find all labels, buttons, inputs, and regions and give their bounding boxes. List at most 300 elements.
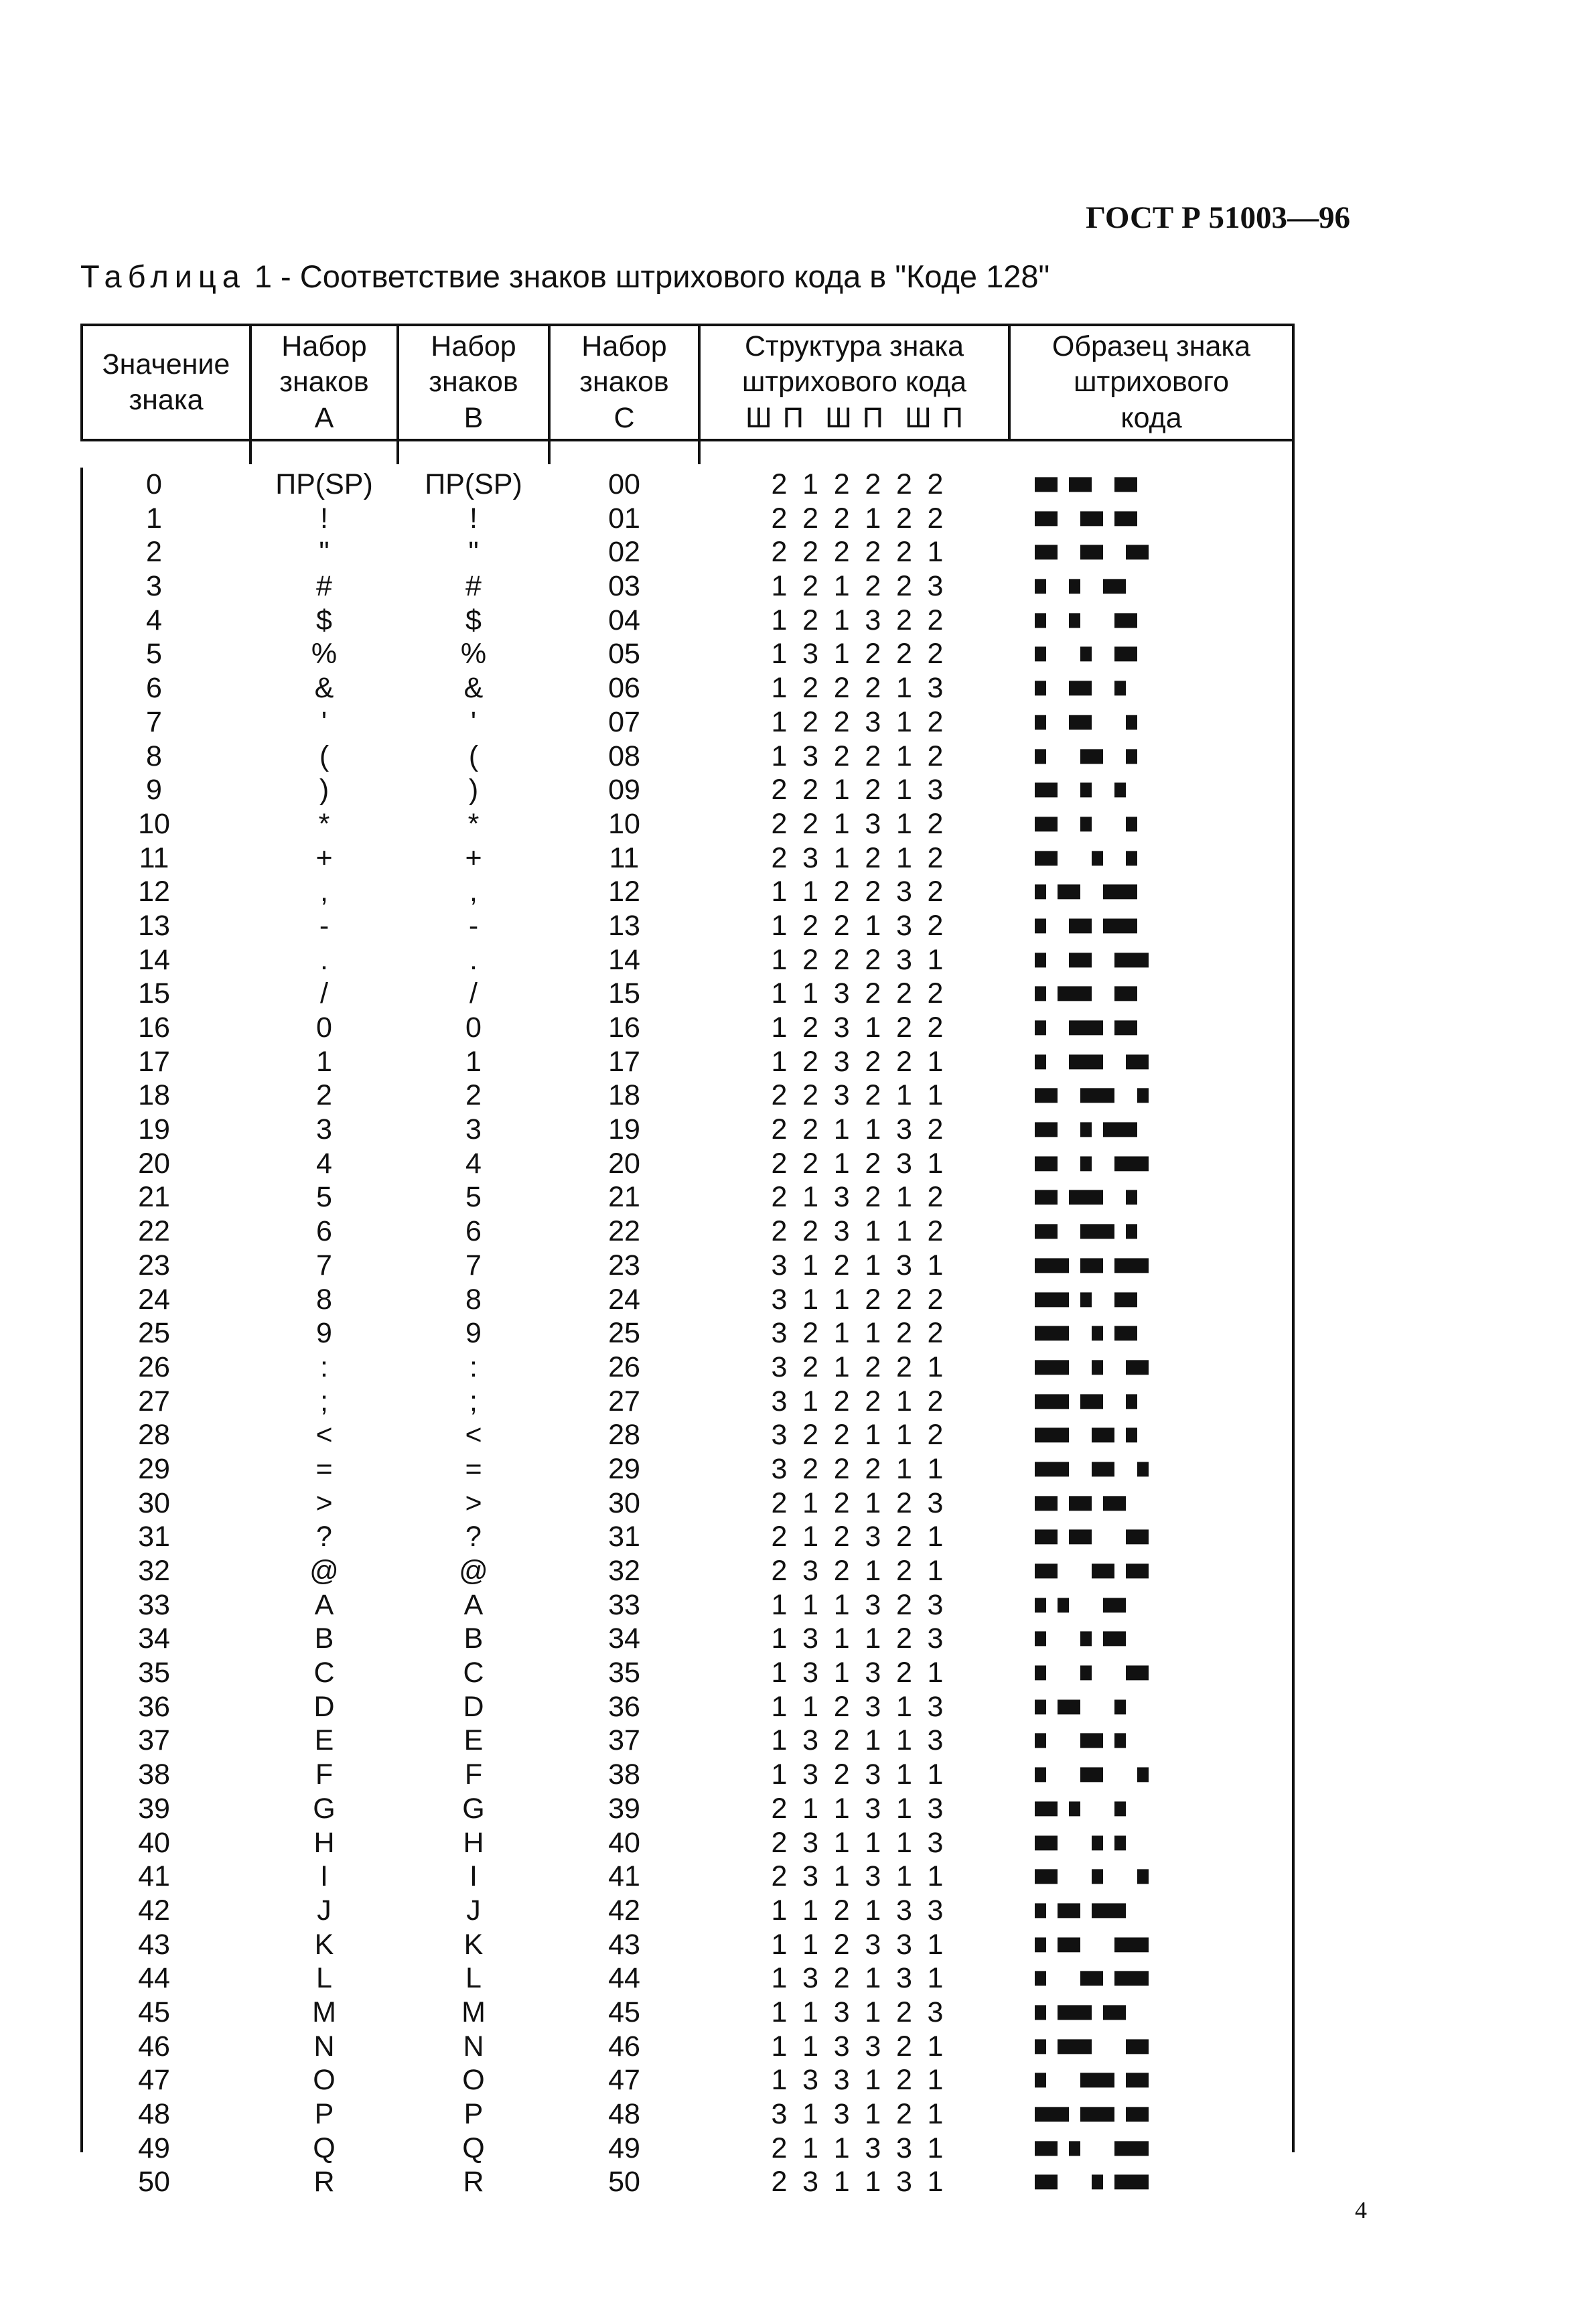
header-value-line1: Значение — [102, 348, 230, 380]
set-b-cell: + — [465, 841, 482, 874]
barcode-bar — [1080, 1258, 1103, 1273]
barcode-bar — [1080, 1971, 1103, 1986]
set-b-cell: C — [463, 1657, 484, 1689]
barcode-bar — [1035, 1292, 1069, 1307]
barcode-bar — [1035, 885, 1046, 900]
set-b-cell: H — [463, 1826, 484, 1859]
set-c-cell: 44 — [608, 1962, 640, 1995]
value-cell: 30 — [138, 1486, 170, 1519]
barcode-bar — [1126, 2039, 1149, 2054]
structure-cell: 1 3 1 1 2 3 — [771, 1622, 944, 1655]
barcode-bar — [1103, 579, 1126, 594]
sample-column — [1028, 468, 1295, 2199]
barcode-bar — [1035, 2141, 1058, 2156]
value-column — [100, 468, 208, 2199]
set-c-cell: 33 — [608, 1588, 640, 1621]
barcode-bar — [1080, 1122, 1092, 1137]
barcode-bar — [1035, 918, 1046, 933]
barcode-bar — [1035, 715, 1046, 729]
set-a-cell: 9 — [316, 1317, 332, 1350]
set-b-cell: > — [465, 1486, 482, 1519]
barcode-bar — [1126, 2107, 1149, 2121]
set-c-cell: 05 — [608, 638, 640, 671]
barcode-sample — [1028, 909, 1295, 943]
structure-cell: 1 3 2 3 1 1 — [771, 1758, 944, 1791]
barcode-bar — [1035, 1563, 1058, 1578]
set-b-cell: 8 — [465, 1283, 482, 1316]
set-a-cell: * — [318, 807, 330, 840]
value-cell: 31 — [138, 1521, 170, 1553]
set-a-cell: G — [313, 1792, 336, 1825]
barcode-bar — [1114, 1971, 1149, 1986]
barcode-sample — [1028, 671, 1295, 705]
set-b-cell: ! — [469, 502, 478, 535]
barcode-bar — [1035, 2005, 1046, 2020]
set-a-cell: ? — [316, 1521, 332, 1553]
barcode-bar — [1092, 1360, 1103, 1375]
header-set-b-line1: Набор — [431, 330, 516, 363]
header-sample — [1011, 328, 1292, 437]
structure-cell: 2 1 2 2 2 2 — [771, 468, 944, 500]
header-structure-line2: штрихового кода — [741, 366, 967, 399]
barcode-bar — [1058, 1598, 1069, 1612]
barcode-sample — [1028, 1894, 1295, 1928]
barcode-sample — [1028, 1758, 1295, 1792]
set-a-cell: D — [313, 1690, 335, 1723]
set-b-cell: L — [465, 1962, 482, 1995]
barcode-bar — [1035, 953, 1046, 967]
barcode-bar — [1035, 1190, 1058, 1205]
set-c-cell: 31 — [608, 1521, 640, 1553]
set-a-cell: $ — [316, 604, 332, 636]
set-a-cell: E — [314, 1724, 334, 1757]
set-b-column — [399, 468, 548, 2199]
set-b-cell: K — [463, 1928, 484, 1961]
set-a-cell: J — [317, 1894, 332, 1927]
barcode-sample — [1028, 705, 1295, 740]
set-c-cell: 10 — [608, 807, 640, 840]
barcode-sample — [1028, 604, 1295, 638]
value-cell: 35 — [138, 1657, 170, 1689]
value-cell: 40 — [138, 1826, 170, 1859]
barcode-bar — [1035, 1122, 1058, 1137]
barcode-bar — [1035, 987, 1046, 1001]
barcode-bar — [1035, 1971, 1046, 1986]
structure-cell: 1 2 3 1 2 2 — [771, 1012, 944, 1044]
barcode-sample — [1028, 943, 1295, 977]
structure-cell: 3 2 2 2 1 1 — [771, 1452, 944, 1485]
barcode-bar — [1137, 1089, 1149, 1103]
value-cell: 50 — [138, 2166, 170, 2199]
structure-cell: 1 1 3 3 2 1 — [771, 2030, 944, 2063]
barcode-sample — [1028, 1928, 1295, 1962]
structure-cell: 1 2 2 1 3 2 — [771, 909, 944, 942]
header-set-b — [399, 328, 548, 437]
barcode-bar — [1035, 1632, 1046, 1647]
structure-cell: 3 1 1 2 2 2 — [771, 1283, 944, 1316]
set-a-cell: " — [319, 536, 330, 569]
set-c-cell: 40 — [608, 1826, 640, 1859]
barcode-sample — [1028, 535, 1295, 569]
set-b-cell: O — [462, 2064, 485, 2097]
barcode-bar — [1080, 1292, 1092, 1307]
structure-cell: 2 1 2 1 2 3 — [771, 1486, 944, 1519]
barcode-bar — [1126, 817, 1137, 831]
header-set-c-line1: Набор — [581, 330, 667, 363]
barcode-bar — [1126, 2073, 1149, 2088]
set-c-cell: 39 — [608, 1792, 640, 1825]
barcode-bar — [1035, 1326, 1069, 1341]
structure-cell: 2 2 2 2 2 1 — [771, 536, 944, 569]
barcode-bar — [1080, 1734, 1103, 1748]
barcode-bar — [1114, 1801, 1126, 1816]
barcode-sample — [1028, 1724, 1295, 1758]
barcode-bar — [1114, 1020, 1137, 1035]
barcode-bar — [1035, 1937, 1046, 1952]
barcode-bar — [1035, 2039, 1046, 2054]
set-b-cell: " — [468, 536, 479, 569]
barcode-bar — [1103, 1496, 1126, 1511]
value-cell: 29 — [138, 1452, 170, 1485]
barcode-sample — [1028, 569, 1295, 604]
set-c-cell: 37 — [608, 1724, 640, 1757]
barcode-bar — [1035, 1156, 1058, 1171]
value-cell: 44 — [138, 1962, 170, 1995]
barcode-bar — [1092, 1428, 1114, 1443]
barcode-sample — [1028, 1690, 1295, 1724]
barcode-sample — [1028, 1486, 1295, 1521]
structure-cell: 2 3 1 2 1 2 — [771, 841, 944, 874]
barcode-bar — [1035, 2107, 1069, 2121]
value-cell: 26 — [138, 1350, 170, 1383]
set-b-cell: # — [465, 570, 482, 603]
barcode-sample — [1028, 1113, 1295, 1147]
barcode-bar — [1080, 1156, 1092, 1171]
set-c-cell: 43 — [608, 1928, 640, 1961]
barcode-sample — [1028, 1792, 1295, 1826]
set-b-cell: P — [463, 2098, 484, 2130]
set-a-cell: 2 — [316, 1079, 332, 1112]
set-b-cell: N — [463, 2030, 484, 2063]
set-a-cell: + — [315, 841, 333, 874]
barcode-bar — [1126, 1054, 1149, 1069]
barcode-bar — [1069, 2141, 1080, 2156]
barcode-bar — [1103, 918, 1137, 933]
set-b-cell: $ — [465, 604, 482, 636]
barcode-bar — [1126, 851, 1137, 865]
set-c-cell: 20 — [608, 1147, 640, 1180]
barcode-sample — [1028, 1622, 1295, 1656]
barcode-bar — [1058, 1699, 1080, 1714]
barcode-bar — [1080, 783, 1092, 798]
set-c-cell: 36 — [608, 1690, 640, 1723]
value-cell: 5 — [146, 638, 162, 671]
barcode-bar — [1035, 851, 1058, 865]
set-c-cell: 09 — [608, 774, 640, 807]
set-b-cell: E — [463, 1724, 484, 1757]
set-b-cell: G — [462, 1792, 485, 1825]
set-a-cell: O — [313, 2064, 336, 2097]
set-c-cell: 14 — [608, 943, 640, 976]
structure-cell: 2 1 1 3 1 3 — [771, 1792, 944, 1825]
structure-cell: 3 1 2 2 1 2 — [771, 1385, 944, 1417]
set-c-cell: 41 — [608, 1860, 640, 1893]
barcode-bar — [1114, 1937, 1149, 1952]
set-c-cell: 46 — [608, 2030, 640, 2063]
set-a-cell: % — [311, 638, 338, 671]
barcode-bar — [1035, 2175, 1058, 2190]
barcode-bar — [1035, 1903, 1046, 1918]
barcode-bar — [1114, 1699, 1126, 1714]
set-b-cell: 6 — [465, 1215, 482, 1248]
set-a-cell: . — [320, 943, 328, 976]
table-top-border — [80, 324, 1295, 326]
value-cell: 38 — [138, 1758, 170, 1791]
barcode-sample — [1028, 1520, 1295, 1554]
value-cell: 10 — [138, 807, 170, 840]
barcode-bar — [1103, 1598, 1126, 1612]
structure-cell: 2 2 3 2 1 1 — [771, 1079, 944, 1112]
barcode-sample — [1028, 1283, 1295, 1317]
barcode-bar — [1035, 1734, 1046, 1748]
structure-cell: 3 2 2 1 1 2 — [771, 1419, 944, 1452]
barcode-bar — [1069, 1801, 1080, 1816]
barcode-bar — [1035, 545, 1058, 560]
structure-cell: 1 2 1 2 2 3 — [771, 570, 944, 603]
set-a-cell: # — [316, 570, 332, 603]
value-cell: 42 — [138, 1894, 170, 1927]
set-b-cell: % — [460, 638, 487, 671]
set-b-cell: 5 — [465, 1181, 482, 1214]
set-b-cell: A — [463, 1588, 484, 1621]
table-caption — [80, 258, 1049, 295]
barcode-bar — [1114, 1326, 1137, 1341]
structure-cell: 3 1 2 1 3 1 — [771, 1249, 944, 1281]
value-cell: 17 — [138, 1045, 170, 1078]
set-c-cell: 15 — [608, 977, 640, 1010]
value-cell: 22 — [138, 1215, 170, 1248]
header-sample-line2: штрихового — [1074, 366, 1229, 399]
barcode-bar — [1080, 1224, 1114, 1239]
set-b-cell: * — [467, 807, 480, 840]
set-a-cell: ПР(SP) — [275, 468, 373, 500]
structure-cell: 2 1 2 3 2 1 — [771, 1521, 944, 1553]
barcode-bar — [1114, 1292, 1137, 1307]
barcode-bar — [1035, 749, 1046, 764]
value-cell: 7 — [146, 705, 162, 738]
barcode-bar — [1058, 2005, 1092, 2020]
header-sample-line1: Образец знака — [1051, 330, 1251, 363]
barcode-bar — [1069, 953, 1092, 967]
set-c-cell: 16 — [608, 1012, 640, 1044]
barcode-bar — [1058, 1937, 1080, 1952]
barcode-bar — [1126, 1563, 1149, 1578]
set-c-column — [551, 468, 698, 2199]
barcode-bar — [1114, 987, 1137, 1001]
barcode-bar — [1035, 681, 1046, 695]
value-cell: 25 — [138, 1317, 170, 1350]
set-c-cell: 32 — [608, 1555, 640, 1587]
set-a-cell: & — [314, 672, 334, 705]
value-cell: 34 — [138, 1622, 170, 1655]
set-c-cell: 07 — [608, 705, 640, 738]
set-a-cell: 7 — [316, 1249, 332, 1281]
set-b-cell: = — [465, 1452, 482, 1485]
barcode-bar — [1035, 1054, 1046, 1069]
barcode-bar — [1035, 1428, 1069, 1443]
barcode-bar — [1035, 1462, 1069, 1476]
set-a-cell: K — [314, 1928, 334, 1961]
set-c-cell: 50 — [608, 2166, 640, 2199]
barcode-bar — [1058, 987, 1092, 1001]
barcode-bar — [1069, 1496, 1092, 1511]
barcode-sample — [1028, 740, 1295, 774]
value-cell: 41 — [138, 1860, 170, 1893]
value-cell: 14 — [138, 943, 170, 976]
barcode-sample — [1028, 637, 1295, 671]
set-b-cell: I — [469, 1860, 478, 1893]
set-a-cell: / — [320, 977, 328, 1010]
structure-cell: 1 3 1 3 2 1 — [771, 1657, 944, 1689]
structure-cell: 3 2 1 1 2 2 — [771, 1317, 944, 1350]
barcode-sample — [1028, 1996, 1295, 2030]
barcode-sample — [1028, 1214, 1295, 1249]
set-a-cell: A — [314, 1588, 334, 1621]
structure-cell: 1 2 3 2 2 1 — [771, 1045, 944, 1078]
set-b-cell: D — [463, 1690, 484, 1723]
value-cell: 21 — [138, 1181, 170, 1214]
header-structure-line1: Структура знака — [745, 330, 964, 363]
barcode-bar — [1035, 1767, 1046, 1782]
structure-cell: 1 1 2 2 3 2 — [771, 876, 944, 908]
value-cell: 49 — [138, 2132, 170, 2164]
barcode-bar — [1126, 545, 1149, 560]
set-a-cell: P — [314, 2098, 334, 2130]
set-c-cell: 25 — [608, 1317, 640, 1350]
barcode-bar — [1035, 817, 1058, 831]
structure-cell: 2 2 1 2 3 1 — [771, 1147, 944, 1180]
barcode-bar — [1126, 1428, 1137, 1443]
barcode-bar — [1080, 511, 1103, 526]
barcode-sample — [1028, 502, 1295, 536]
set-b-cell: 3 — [465, 1113, 482, 1146]
barcode-bar — [1126, 1190, 1137, 1205]
barcode-bar — [1035, 1360, 1069, 1375]
set-b-cell: R — [463, 2166, 484, 2199]
value-cell: 45 — [138, 1996, 170, 2028]
set-c-cell: 00 — [608, 468, 640, 500]
set-c-cell: 22 — [608, 1215, 640, 1248]
set-b-cell: M — [461, 1996, 486, 2028]
value-cell: 20 — [138, 1147, 170, 1180]
set-b-cell: 1 — [465, 1045, 482, 1078]
barcode-bar — [1035, 1020, 1046, 1035]
set-a-cell: M — [312, 1996, 336, 2028]
set-a-cell: I — [320, 1860, 328, 1893]
set-a-cell: , — [320, 876, 328, 908]
barcode-bar — [1069, 715, 1092, 729]
set-a-cell: 0 — [316, 1012, 332, 1044]
set-a-cell: 1 — [316, 1045, 332, 1078]
set-c-cell: 04 — [608, 604, 640, 636]
structure-cell: 2 3 1 1 3 1 — [771, 2166, 944, 2199]
barcode-bar — [1126, 749, 1137, 764]
barcode-sample — [1028, 1147, 1295, 1181]
set-c-cell: 24 — [608, 1283, 640, 1316]
barcode-bar — [1058, 885, 1080, 900]
set-b-cell: Q — [462, 2132, 485, 2164]
set-b-cell: & — [463, 672, 484, 705]
set-c-cell: 48 — [608, 2098, 640, 2130]
set-c-cell: 06 — [608, 672, 640, 705]
barcode-bar — [1103, 2005, 1126, 2020]
set-a-cell: - — [319, 909, 330, 942]
barcode-bar — [1092, 851, 1103, 865]
barcode-sample — [1028, 875, 1295, 909]
value-cell: 32 — [138, 1555, 170, 1587]
barcode-bar — [1069, 1054, 1103, 1069]
barcode-bar — [1114, 1258, 1149, 1273]
barcode-bar — [1126, 715, 1137, 729]
barcode-sample — [1028, 2132, 1295, 2166]
value-cell: 16 — [138, 1012, 170, 1044]
structure-cell: 1 3 2 1 1 3 — [771, 1724, 944, 1757]
table-caption-label: Таблица — [80, 259, 246, 294]
barcode-bar — [1035, 1835, 1058, 1850]
value-cell: 27 — [138, 1385, 170, 1417]
barcode-sample — [1028, 1316, 1295, 1350]
barcode-bar — [1137, 1767, 1149, 1782]
set-a-cell: H — [313, 1826, 335, 1859]
barcode-bar — [1035, 511, 1058, 526]
barcode-sample — [1028, 841, 1295, 876]
barcode-bar — [1035, 1496, 1058, 1511]
set-a-cell: R — [313, 2166, 335, 2199]
set-a-cell: : — [320, 1350, 328, 1383]
barcode-bar — [1114, 1734, 1126, 1748]
set-c-cell: 17 — [608, 1045, 640, 1078]
barcode-bar — [1092, 2175, 1103, 2190]
barcode-bar — [1069, 579, 1080, 594]
barcode-sample — [1028, 1860, 1295, 1894]
barcode-bar — [1103, 1632, 1126, 1647]
barcode-bar — [1092, 1903, 1126, 1918]
barcode-sample — [1028, 1656, 1295, 1690]
barcode-sample — [1028, 2063, 1295, 2097]
barcode-bar — [1035, 783, 1058, 798]
structure-cell: 3 1 3 1 2 1 — [771, 2098, 944, 2130]
header-value-line2: знака — [129, 384, 204, 416]
value-cell: 12 — [138, 876, 170, 908]
set-a-cell: 4 — [316, 1147, 332, 1180]
set-a-cell: 3 — [316, 1113, 332, 1146]
set-c-cell: 12 — [608, 876, 640, 908]
set-c-cell: 23 — [608, 1249, 640, 1281]
barcode-bar — [1080, 1767, 1103, 1782]
set-b-cell: @ — [459, 1555, 488, 1587]
value-cell: 2 — [146, 536, 162, 569]
structure-column — [710, 468, 1005, 2199]
value-cell: 9 — [146, 774, 162, 807]
value-cell: 24 — [138, 1283, 170, 1316]
barcode-bar — [1069, 918, 1092, 933]
barcode-bar — [1069, 681, 1092, 695]
set-b-cell: 2 — [465, 1079, 482, 1112]
value-cell: 0 — [146, 468, 162, 500]
barcode-bar — [1080, 1394, 1103, 1409]
document-code: ГОСТ Р 51003—96 — [1086, 200, 1350, 235]
set-c-cell: 02 — [608, 536, 640, 569]
